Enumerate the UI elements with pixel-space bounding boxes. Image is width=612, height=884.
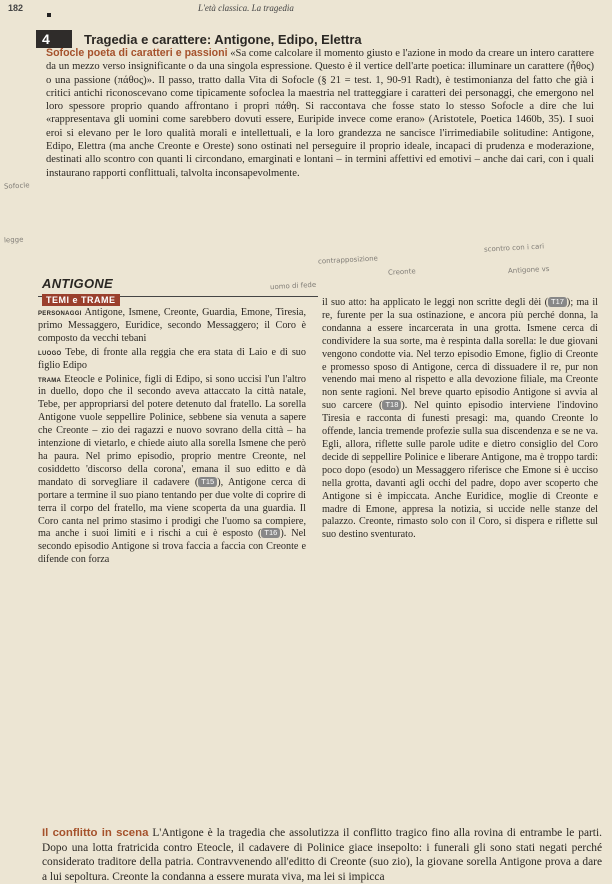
ref-badge[interactable]: T18 [382,400,401,410]
right-text-2: ); ma il re, furente per la sua ostinazione, e ancora più perché donna, la condanna a essere incarcerata in una grotta. Ismene cerca di condividere la sua sorte, ma è respinta dalla sorella: le due giovani vengono condotte via. Nel terzo episodio Emone, figlio di Creonte e promesso sposo di Antigone, cerca di dissuadere il re, pur non venendo mai meno al rispetto e alla devozione filiale, ma Creonte non sente ragioni. Nel breve quarto episodio Antigone si avvia al suo carcere ( [322,297,598,412]
left-column [38,306,306,567]
trama-tail2: ). Nel secondo episodio Antigone si trova faccia a faccia con Creonte e difende con forza [38,528,306,566]
handwritten-note: Sofocle [3,181,30,191]
antigone-heading: ANTIGONE [42,276,114,291]
bullet-mark [47,13,51,17]
running-header [8,3,604,17]
page-number: 182 [8,3,24,13]
right-column [322,297,598,542]
handwritten-note: uomo di fede [269,280,317,292]
intro-body: «Sa come calcolare il momento giusto e l'azione in modo da creare un intero carattere da un mezzo verso insignificante o da una singola espressione. Questo è il vertice dell'arte poetica: illuminare un carattere (ἦθος) o una passione (πάθος)». Il passo, tratto dalla Vita di Sofocle (§ 21 = test. 1, 90-91 Radt), è testimonianza del fatto che già i critici antichi riconoscevano come tipicamente sofoclea la maestria nel tratteggiare i caratteri dei personaggi, che emergono nel loro spessore proprio quando affrontano i propri πάθη. Si raccontava che fosse stato lo stesso Sofocle a dire che lui «rappresentava gli uomini come sarebbero dovuti essere, Euripide invece come erano» (Aristotele, Poetica 1460b, 35). I suoi eroi si elevano per le loro qualità morali e intellettuali, e la loro grandezza ne sancisce l'irrimediabile solitudine: Antigone, Edipo, Elettra (ma anche Creonte e Oreste) sono ostinati nel perseguire il proprio ideale, incapaci di prudenza e moderazione, destinati allo scontro con quanti li circondano, emarginati e lontani – in termini affettivi ed emotivi – anche dai cari, con i quali instaurano rapporti conflittuali, talvolta inconsapevolmente. [46,48,594,179]
handwritten-note: Creonte [387,267,416,277]
trama-text: Eteocle e Polinice, figli di Edipo, si sono uccisi l'un l'altro in duello, dopo che il secondo aveva attaccato la città natale, Tebe, per appropriarsi del potere detenuto dal fratello. La sorella Antigone vuole seppellire Polinice, sebbene sia venuta a sapere che Creonte – zio dei ragazzi e nuovo sovrano della città – ha intenzione di vietarlo, e chiede aiuto alla sorella Ismene che però ha paura. Nel primo episodio, proprio mentre Creonte, nel cosiddetto 'discorso della corona', emana il suo editto e dà mandato di sorvegliare il cadavere ( [38,373,306,488]
label-personaggi: personaggi [38,307,82,317]
ref-badge[interactable]: T17 [548,297,567,307]
intro-paragraph [46,47,594,180]
trama-tail: ), Antigone cerca di portare a termine il suo piano tentando per due volte di coprire di terra il corpo del fratello, ma viene scoperta da una guardia. Il Coro canta nel primo stasimo i prodigi che l'uomo sa compiere, ma anche i suoi limiti e i rischi a cui è esposto ( [38,476,306,540]
handwritten-note: Antigone vs [507,264,550,276]
handwritten-note: contrapposizione [317,254,379,266]
temi-trame-tag: TEMI e TRAME [42,294,120,306]
intro-lead: Sofocle poeta di caratteri e passioni [46,47,228,59]
right-text-3: ). Nel quinto episodio interviene l'indovino Tiresia e racconta di funesti presagi: ma, quando Creonte lo offende, lancia tremende profezie sulla sua discendenza e se ne va. Egli, allora, riflette sulle parole udite e dietro consiglio del Coro decide di seppellire Polinice e liberare Antigone, ma è troppo tardi: poco dopo (esodo) un Messaggero riferisce che Emone si è ucciso nella grotta, davanti agli occhi del padre, dopo aver scoperto che Antigone si è impiccata. Anche Euridice, moglie di Creonte e madre di Emone, appresa la notizia, si uccide nelle stanze del palazzo. Creonte, rimasto solo con il Coro, si dispera e riflette sul suo destino sventurato. [322,400,598,541]
luogo-text: Tebe, di fronte alla reggia che era stata di Laio e di suo figlio Edipo [38,346,306,371]
ref-badge[interactable]: T16 [261,528,280,538]
section-number: 4 [36,30,72,48]
label-trama: trama [38,373,62,384]
conflitto-lead: Il conflitto in scena [42,827,149,839]
ref-badge[interactable]: T15 [198,477,217,487]
handwritten-note: legge [3,235,24,245]
personaggi-text: Antigone, Ismene, Creonte, Guardia, Emone, Tiresia, primo Messaggero, Euridice, secondo Messaggero; il Coro è composto da vecchi tebani [38,307,306,344]
handwritten-note: scontro con i cari [483,242,545,254]
section-heading [36,30,362,48]
right-text-1: il suo atto: ha applicato le leggi non scritte degli dèi ( [322,297,548,308]
label-luogo: luogo [38,346,62,357]
conflitto-paragraph [42,826,602,884]
section-title: Tragedia e carattere: Antigone, Edipo, Elettra [84,31,362,47]
conflitto-text: L'Antigone è la tragedia che assolutizza il conflitto tragico fino alla rovina di entrambe le parti. Dopo una lotta fratricida contro Eteocle, il cadavere di Polinice giace insepolto: i funerali gli sono stati negati perché considerato traditore della patria. Contravvenendo all'editto di Creonte (suo zio), la giovane sorella Antigone prova a dare a lui sepoltura. Creonte la condanna a essere murata viva, ma lei si impicca [42,827,602,883]
running-title: L'età classica. La tragedia [198,3,294,13]
